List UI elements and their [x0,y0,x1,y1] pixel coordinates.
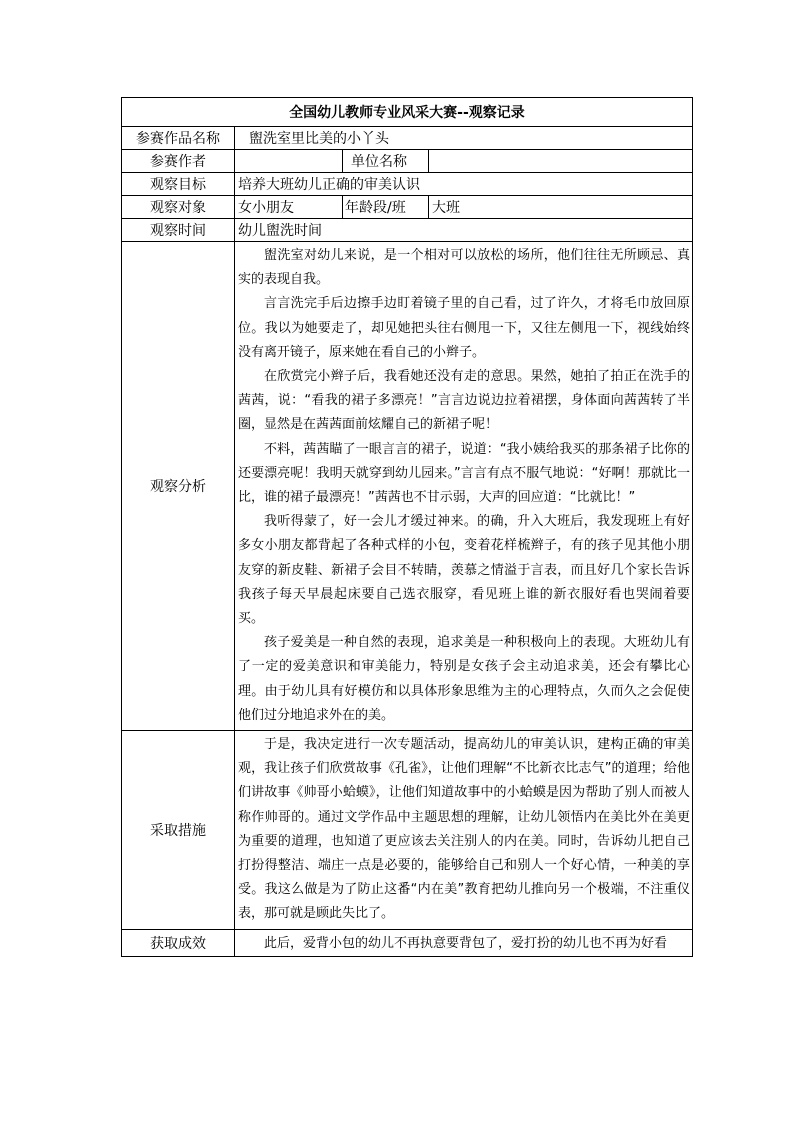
results-content [235,929,693,956]
analysis-paragraph-6: 孩子爱美是一种自然的表现，追求美是一种积极向上的表现。大班幼儿有了一定的爱美意识和审美能力，特别是女孩子会主动追求美，还会有攀比心理。由于幼儿具有好模仿和以具体形象思维为主的心理特点，久而久之会促使他们过分地追求外在的美。 [238,635,690,723]
analysis-paragraph-3: 在欣赏完小辫子后，我看她还没有走的意思。果然，她拍了拍正在洗手的茜茜，说：“看我的裙子多漂亮！”言言边说边拉着裙摆，身体面向茜茜转了半圈，显然是在茜茜面前炫耀自己的新裙子呢！ [238,369,690,433]
author-row [122,150,693,173]
analysis-content [235,242,693,731]
goal-label: 观察目标 [122,173,235,196]
unit-value [429,150,693,173]
measures-row [122,731,693,930]
results-clip [238,932,690,954]
observation-record-sheet [121,97,692,957]
analysis-paragraph-2: 言言洗完手后边擦手边盯着镜子里的自己看，过了许久，才将毛巾放回原位。我以为她要走了，却见她把头往右侧甩一下，又往左侧甩一下，视线始终没有离开镜子，原来她在看自己的小辫子。 [238,296,690,360]
goal-value: 培养大班幼儿正确的审美认识 [235,173,693,196]
time-label: 观察时间 [122,219,235,242]
age-label: 年龄段/班 [343,196,429,219]
page-title: 全国幼儿教师专业风采大赛--观察记录 [122,98,693,127]
analysis-paragraph-1: 盥洗室对幼儿来说，是一个相对可以放松的场所，他们往往无所顾忌、真实的表现自我。 [238,248,690,288]
age-value: 大班 [429,196,693,219]
subject-label: 观察对象 [122,196,235,219]
work-name-label: 参赛作品名称 [122,127,235,150]
analysis-paragraph-5: 我听得蒙了，好一会儿才缓过神来。的确，升入大班后，我发现班上有好多女小朋友都背起了各种式样的小包，变着花样梳辫子，有的孩子见其他小朋友穿的新皮鞋、新裙子会目不转睛，羡慕之情溢于言表，而且好几个家长告诉我孩子每天早晨起床要自己选衣服穿，看见班上谁的新衣服好看也哭闹着要买。 [238,514,690,627]
author-label: 参赛作者 [122,150,235,173]
results-row [122,929,693,956]
time-row [122,219,693,242]
measures-label: 采取措施 [122,731,235,930]
subject-value: 女小朋友 [235,196,343,219]
goal-row [122,173,693,196]
analysis-label: 观察分析 [122,242,235,731]
observation-record-table [121,97,693,957]
time-value: 幼儿盥洗时间 [235,219,693,242]
subject-row [122,196,693,219]
unit-label: 单位名称 [343,150,429,173]
work-name-row [122,127,693,150]
analysis-paragraph-4: 不料，茜茜瞄了一眼言言的裙子，说道：“我小姨给我买的那条裙子比你的还要漂亮呢！我明天就穿到幼儿园来。”言言有点不服气地说：“好啊！那就比一比，谁的裙子最漂亮！”茜茜也不甘示弱，大声的回应道：“比就比！” [238,441,690,506]
author-value [235,150,343,173]
results-paragraph-1: 此后，爱背小包的幼儿不再执意要背包了，爱打扮的幼儿也不再为好看 [264,935,668,951]
results-label: 获取成效 [122,929,235,956]
measures-content [235,731,693,930]
analysis-row [122,242,693,731]
work-name-value: 盥洗室里比美的小丫头 [235,127,693,150]
title-row [122,98,693,127]
measures-paragraph-1: 于是，我决定进行一次专题活动，提高幼儿的审美认识，建构正确的审美观，我让孩子们欣赏故事《孔雀》，让他们理解“不比新衣比志气”的道理；给他们讲故事《帅哥小蛤蟆》，让他们知道故事中的小蛤蟆是因为帮助了别人而被人称作帅哥的。通过文学作品中主题思想的理解，让幼儿领悟内在美比外在美更为重要的道理，也知道了更应该去关注别人的内在美。同时，告诉幼儿把自己打扮得整洁、端庄一点是必要的，能够给自己和别人一个好心情，一种美的享受。我这么做是为了防止这番“内在美”教育把幼儿推向另一个极端，不注重仪表，那可就是顾此失比了。 [238,737,690,922]
